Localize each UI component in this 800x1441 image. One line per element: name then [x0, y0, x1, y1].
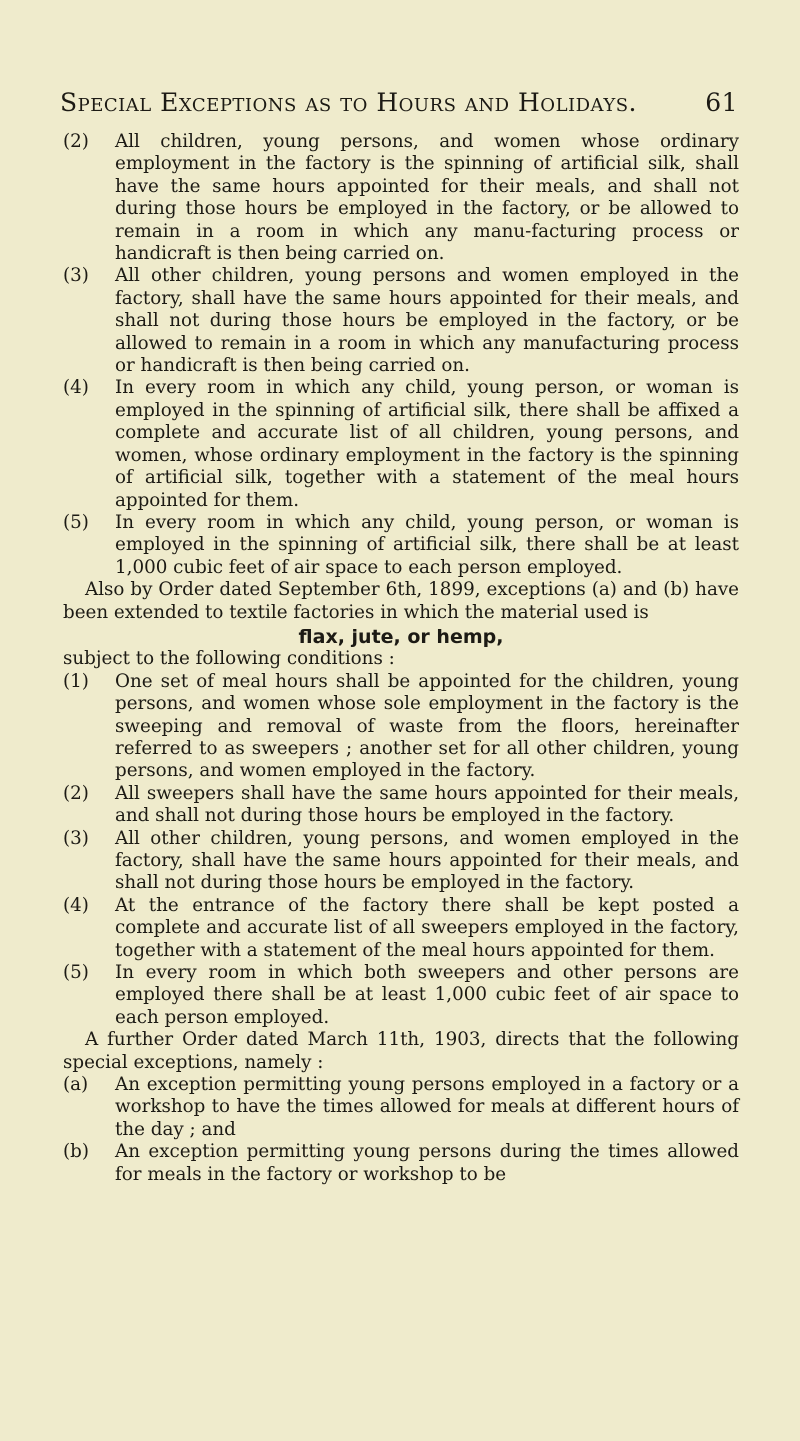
- item-text: All other children, young persons, and women employed in the factory, shall have the same hours appointed for their meals, and shall not during those hours be employed in the factory.: [115, 827, 739, 894]
- item-number: (2): [63, 782, 89, 804]
- item-number: (3): [63, 827, 89, 849]
- item-text: All children, young persons, and women whose ordinary employment in the factory is the spinning of artificial silk, shall have the same hours appointed for their meals, and shall not during those hours be employed in the factory, or be allowed to remain in a room in which any manu-facturing process or handicraft is then being carried on.: [115, 131, 739, 265]
- body-text: [63, 131, 739, 1186]
- list-item: [63, 895, 739, 962]
- conditions-lead: subject to the following conditions :: [63, 648, 395, 670]
- list-item: [63, 512, 739, 579]
- list-item: [63, 962, 739, 1029]
- list-item: [63, 828, 739, 895]
- item-number: (5): [63, 962, 89, 984]
- list-item: [63, 265, 739, 377]
- item-number: (4): [63, 377, 89, 399]
- item-number: (4): [63, 894, 89, 916]
- item-number: (b): [63, 1141, 89, 1163]
- item-text: An exception permitting young persons during the times allowed for meals in the factory or workshop to be: [115, 1141, 739, 1185]
- item-text: In every room in which any child, young person, or woman is employed in the spinning of artificial silk, there shall be at least 1,000 cubic feet of air space to each person employed.: [115, 511, 739, 578]
- list-item: [63, 1141, 739, 1186]
- list-item: [63, 783, 739, 828]
- item-number: (2): [63, 131, 89, 152]
- materials-heading: flax, jute, or hemp,: [298, 625, 504, 648]
- order-1903-intro: A further Order dated March 11th, 1903, directs that the following special exceptions, namely :: [63, 1029, 739, 1073]
- item-number: (3): [63, 265, 89, 287]
- item-text: All other children, young persons and women employed in the factory, shall have the same hours appointed for their meals, and shall not during those hours be employed in the factory, or be allowed to remain in a room in which any manufacturing process or handicraft is then being carried on.: [115, 265, 739, 377]
- list-item: [63, 1074, 739, 1141]
- running-title: Special Exceptions as to Hours and Holidays.: [60, 88, 637, 117]
- item-text: In every room in which both sweepers and other persons are employed there shall be at least 1,000 cubic feet of air space to each person employed.: [115, 962, 739, 1028]
- item-text: One set of meal hours shall be appointed for the children, young persons, and women whose sole employment in the factory is the sweeping and removal of waste from the floors, hereinafter referred to as sweepers ; another set for all other children, young persons, and women employed in the factory.: [115, 670, 739, 782]
- list-item: [63, 671, 739, 783]
- item-number: (5): [63, 511, 89, 533]
- item-text: An exception permitting young persons employed in a factory or a workshop to have the times allowed for meals at different hours of the day ; and: [115, 1074, 739, 1140]
- list-item: [63, 131, 739, 265]
- running-head: [60, 88, 738, 117]
- list-item: [63, 377, 739, 511]
- item-text: In every room in which any child, young person, or woman is employed in the spinning of artificial silk, there shall be affixed a complete and accurate list of all children, young persons, and women, whose ordinary employment in the factory is the spinning of artificial silk, together with a statement of the meal hours appointed for them.: [115, 377, 739, 511]
- item-text: All sweepers shall have the same hours appointed for their meals, and shall not during those hours be employed in the factory.: [115, 782, 739, 827]
- item-number: (1): [63, 670, 89, 692]
- page-number: 61: [705, 88, 738, 117]
- item-text: At the entrance of the factory there shall be kept posted a complete and accurate list of all sweepers employed in the factory, together with a statement of the meal hours appointed for them.: [115, 894, 739, 961]
- item-number: (a): [63, 1074, 89, 1096]
- order-1899-intro: Also by Order dated September 6th, 1899, exceptions (a) and (b) have been extended to textile factories in which the material used is: [63, 579, 739, 623]
